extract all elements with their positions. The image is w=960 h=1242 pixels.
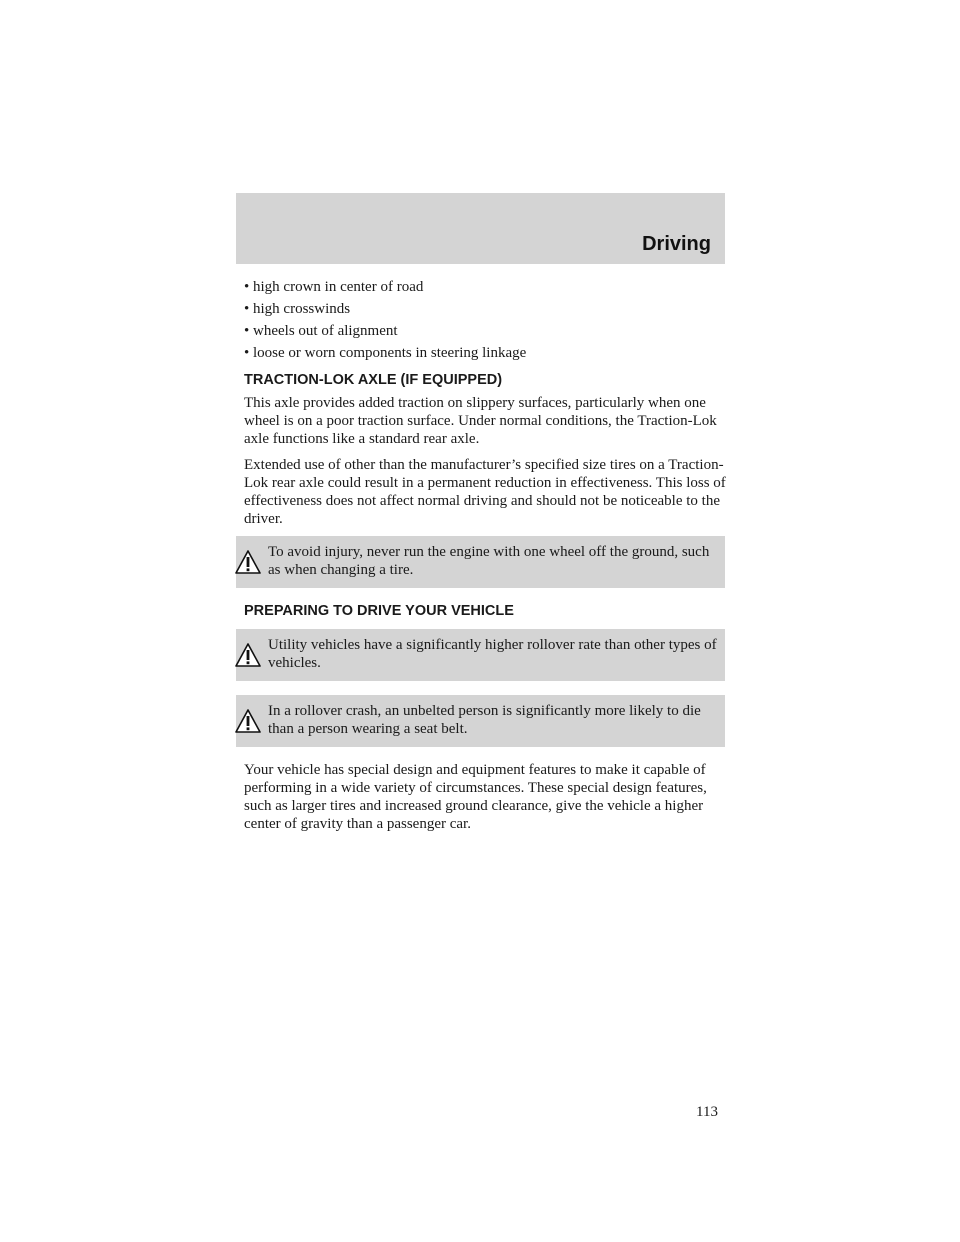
warning-triangle-icon [234, 642, 262, 668]
warning-box-rollover-rate [236, 629, 725, 681]
bullet-symbol: • [244, 279, 250, 295]
list-item [244, 344, 728, 363]
section-title: Driving [642, 233, 711, 255]
bullet-symbol: • [244, 345, 250, 361]
traction-lok-heading: TRACTION-LOK AXLE (IF EQUIPPED) [244, 372, 503, 388]
list-item [244, 300, 728, 319]
page-content [244, 278, 728, 841]
warning-text: To avoid injury, never run the engine with one wheel off the ground, such as when changing a tire. [268, 544, 710, 578]
warning-text: In a rollover crash, an unbelted person is significantly more likely to die than a person wearing a seat belt. [268, 703, 701, 737]
preparing-paragraph: Your vehicle has special design and equipment features to make it capable of performing in a wide variety of circumstances. These special design features, such as larger tires and increased ground clearance, give the vehicle a higher center of gravity than a passenger car. [244, 762, 707, 832]
list-item-text: wheels out of alignment [253, 323, 398, 339]
warning-box-seat-belt [236, 695, 725, 747]
page-number: 113 [696, 1104, 718, 1120]
preparing-heading: PREPARING TO DRIVE YOUR VEHICLE [244, 603, 514, 619]
list-item-text: high crown in center of road [253, 279, 424, 295]
warning-text: Utility vehicles have a significantly higher rollover rate than other types of vehicles. [268, 637, 717, 671]
traction-lok-paragraph-1: This axle provides added traction on slippery surfaces, particularly when one wheel is on a poor traction surface. Under normal conditions, the Traction-Lok axle functions like a standard rear axle. [244, 395, 717, 447]
bullet-symbol: • [244, 323, 250, 339]
list-item-text: loose or worn components in steering linkage [253, 345, 527, 361]
section-header-band [236, 193, 725, 264]
traction-lok-paragraph-2: Extended use of other than the manufacturer’s specified size tires on a Traction-Lok rear axle could result in a permanent reduction in effectiveness. This loss of effectiveness does not affect normal driving and should not be noticeable to the driver. [244, 457, 726, 527]
list-item [244, 278, 728, 297]
warning-box-traction [236, 536, 725, 588]
warning-triangle-icon [234, 708, 262, 734]
condition-list [244, 278, 728, 363]
list-item [244, 322, 728, 341]
list-item-text: high crosswinds [253, 301, 351, 317]
bullet-symbol: • [244, 301, 250, 317]
warning-triangle-icon [234, 549, 262, 575]
